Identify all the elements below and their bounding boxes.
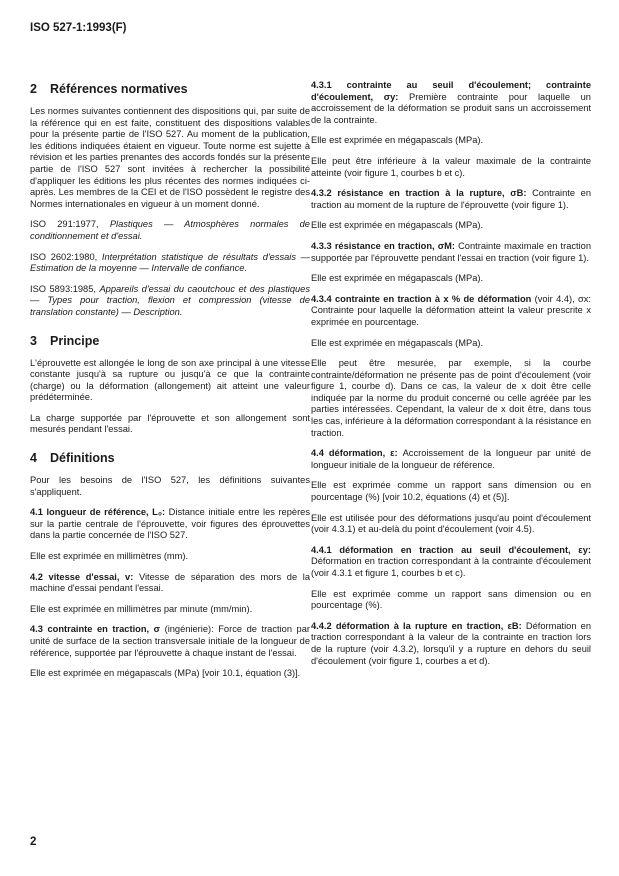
- section-title: Définitions: [50, 451, 115, 466]
- paragraph: Elle est utilisée pour des déformations jusqu'au point d'écoulement (voir 4.3.1) et au-delà du point d'écoulement (voir 4.5).: [311, 512, 591, 535]
- definition-4-4-1: 4.4.1 déformation en traction au seuil d'écoulement, εy: Déformation en traction correspondant à la contrainte d'écoulement (voir 4.3.1 et figure 1, courbes b et c).: [311, 544, 591, 578]
- section-2-heading: [30, 82, 310, 97]
- definition-4-1: 4.1 longueur de référence, L₀: Distance initiale entre les repères sur la partie centrale de l'éprouvette, voir figures des éprouvettes dans la partie concernée de l'ISO 527.: [30, 507, 310, 541]
- paragraph: Pour les besoins de l'ISO 527, les définitions suivantes s'appliquent.: [30, 475, 310, 497]
- definition-4-3-2: 4.3.2 résistance en traction à la rupture, σB: Contrainte en traction au moment de la rupture de l'éprouvette (voir figure 1).: [311, 188, 591, 210]
- left-column: [30, 82, 310, 689]
- reference-entry: ISO 5893:1985, Appareils d'essai du caoutchouc et des plastiques — Types pour traction, flexion et compression (vitesse de translation constante) — Description.: [30, 283, 311, 317]
- paragraph: Elle est exprimée comme un rapport sans dimension ou en pourcentage (%).: [311, 588, 591, 611]
- definition-4-2: 4.2 vitesse d'essai, v: Vitesse de séparation des mors de la machine d'essai pendant l'essai.: [30, 571, 310, 594]
- page-number: 2: [30, 836, 37, 848]
- definition-4-3: 4.3 contrainte en traction, σ (ingénierie): Force de traction par unité de surface de la section transversale initiale de la longueur de référence, supportée par l'éprouvette à chaque instant de l'essai.: [30, 624, 310, 658]
- paragraph: Elle est exprimée comme un rapport sans dimension ou en pourcentage (%) [voir 10.2, équations (4) et (5)].: [311, 480, 591, 503]
- definition-4-4: 4.4 déformation, ε: Accroissement de la longueur par unité de longueur initiale de la longueur de référence.: [311, 448, 591, 470]
- definition-4-4-2: 4.4.2 déformation à la rupture en traction, εB: Déformation en traction correspondant à la valeur de la contrainte en traction lors de la rupture (voir 4.3.2), lorsqu'il y a rupture en dehors du seuil d'écoulement (voir figure 1, courbes a et d).: [311, 620, 591, 666]
- paragraph: Elle est exprimée en mégapascals (MPa).: [311, 337, 484, 348]
- page-header: ISO 527-1:1993(F): [30, 22, 127, 34]
- section-title: Principe: [50, 333, 100, 348]
- paragraph: Elle peut être inférieure à la valeur maximale de la contrainte atteinte (voir figure 1, courbes b et c).: [311, 155, 591, 178]
- paragraph: Elle est exprimée en millimètres (mm).: [30, 551, 189, 562]
- paragraph: Elle peut être mesurée, par exemple, si la courbe contrainte/déformation ne présente pas de point d'écoulement (voir figure 1, courbe d). Dans ce cas, la valeur de x doit être celle indiquée par la norme du produit concerné ou celle agréée par les parties intéressées. Cependant, la valeur de x doit être, dans tous les cas, inférieure à la déformation correspondant à la résistance en traction.: [311, 358, 591, 438]
- section-3-heading: [30, 334, 310, 349]
- definition-4-3-4: 4.3.4 contrainte en traction à x % de déformation (voir 4.4), σx: Contrainte pour laquelle la déformation atteint la valeur prescrite x exprimée en pourcentage.: [311, 293, 591, 327]
- definition-4-3-3: 4.3.3 résistance en traction, σM: Contrainte maximale en traction supportée par l'éprouvette pendant l'essai en traction (voir figure 1).: [311, 240, 591, 263]
- paragraph: L'éprouvette est allongée le long de son axe principal à une vitesse constante jusqu'à sa rupture ou jusqu'à ce que la contrainte (charge) ou la déformation (allongement) ait atteint une valeur prédéterminée.: [30, 357, 310, 403]
- section-4-heading: [30, 451, 310, 466]
- section-number: 3: [30, 333, 37, 348]
- paragraph: La charge supportée par l'éprouvette et son allongement sont mesurés pendant l'essai.: [30, 412, 310, 435]
- reference-entry: ISO 291:1977, Plastiques — Atmosphères normales de conditionnement et d'essai.: [30, 219, 310, 241]
- section-number: 4: [30, 451, 37, 466]
- paragraph: Elle est exprimée en millimètres par minute (mm/min).: [30, 603, 253, 614]
- paragraph: Elle est exprimée en mégapascals (MPa).: [311, 135, 484, 146]
- right-column: [311, 80, 591, 676]
- paragraph: Elle est exprimée en mégapascals (MPa).: [311, 220, 484, 231]
- section-title: Références normatives: [50, 82, 188, 96]
- section-number: 2: [30, 82, 37, 96]
- reference-entry: ISO 2602:1980, Interprétation statistique de résultats d'essais — Estimation de la moyenne — Intervalle de confiance.: [30, 251, 310, 274]
- paragraph: Les normes suivantes contiennent des dispositions qui, par suite de la référence qui en est faite, constituent des dispositions valables pour la présente partie de l'ISO 527. Au moment de la publication, les éditions indiquées étaient en vigueur. Toute norme est sujette à révision et les parties prenantes des accords fondés sur la présente partie de l'ISO 527 sont invitées à rechercher la possibilité d'appliquer les éditions les plus récentes des normes indiquées ci-après. Les membres de la CEI et de l'ISO possèdent le registre des Normes internationales en vigueur à un moment donné.: [30, 106, 310, 209]
- paragraph: Elle est exprimée en mégapascals (MPa) [voir 10.1, équation (3)].: [30, 668, 301, 679]
- paragraph: Elle est exprimée en mégapascals (MPa).: [311, 273, 484, 284]
- definition-4-3-1: 4.3.1 contrainte au seuil d'écoulement; contrainte d'écoulement, σy: Première contrainte pour laquelle un accroissement de la déformation se produit sans un accroissement de la contrainte.: [311, 80, 591, 125]
